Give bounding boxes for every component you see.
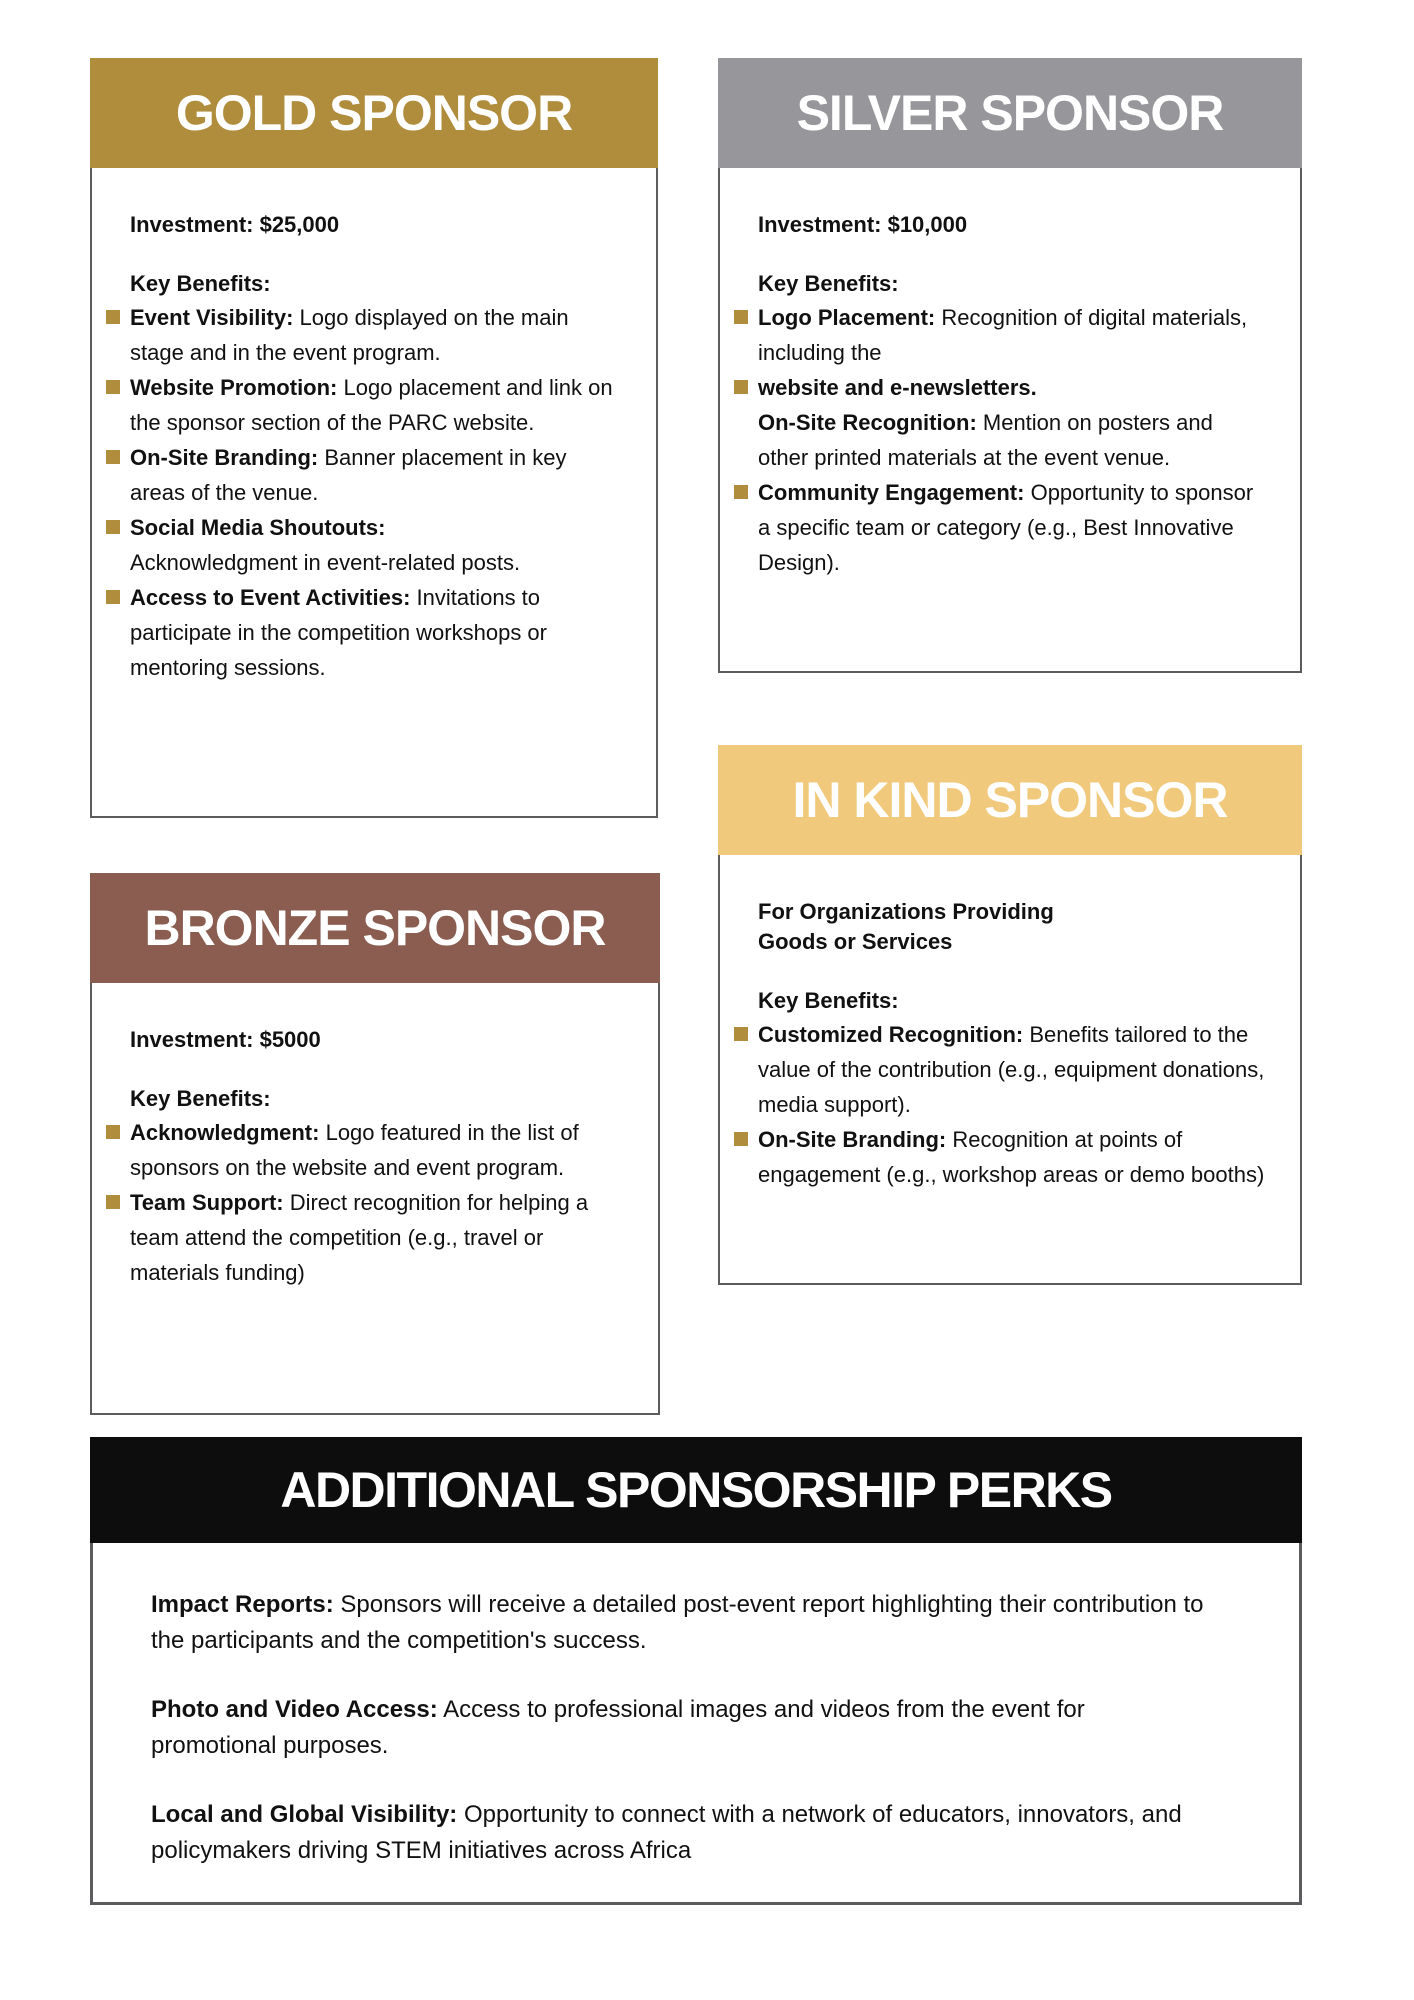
silver-card-header xyxy=(718,58,1302,168)
in-kind-card-title: IN KIND SPONSOR xyxy=(792,772,1228,828)
benefit-item xyxy=(758,1017,1266,1122)
bronze-card-body xyxy=(90,983,660,1415)
bullet-square-icon xyxy=(734,485,748,499)
benefit-text: Community Engagement: Opportunity to sponsor a specific team or category (e.g., Best Innovative Design). xyxy=(758,480,1254,575)
benefit-text: Event Visibility: Logo displayed on the main stage and in the event program. xyxy=(130,305,569,365)
bullet-square-icon xyxy=(106,520,120,534)
silver-sponsor-card xyxy=(718,58,1302,673)
gold-key-benefits-label: Key Benefits: xyxy=(130,271,271,296)
in-kind-card-body xyxy=(718,855,1302,1285)
intro-line: Goods or Services xyxy=(758,929,953,954)
benefit-item xyxy=(758,1122,1266,1192)
intro-line: For Organizations Providing xyxy=(758,899,1054,924)
benefit-text: Website Promotion: Logo placement and link on the sponsor section of the PARC website. xyxy=(130,375,613,435)
bullet-square-icon xyxy=(106,450,120,464)
benefit-item xyxy=(130,1115,624,1185)
benefit-text: Team Support: Direct recognition for helping a team attend the competition (e.g., travel or materials funding) xyxy=(130,1190,589,1285)
intro-line: Investment: $5000 xyxy=(130,1027,321,1052)
in-kind-sponsor-card xyxy=(718,745,1302,1285)
in-kind-benefits-list xyxy=(758,1017,1266,1192)
in-kind-key-benefits-label: Key Benefits: xyxy=(758,988,899,1013)
intro-line: Investment: $10,000 xyxy=(758,212,968,237)
in-kind-audience xyxy=(758,897,1266,957)
silver-card-title: SILVER SPONSOR xyxy=(796,85,1224,141)
benefit-text: Access to Event Activities: Invitations to participate in the competition workshops or mentoring sessions. xyxy=(130,585,547,680)
bronze-card-title: BRONZE SPONSOR xyxy=(144,900,606,956)
bullet-square-icon xyxy=(734,1027,748,1041)
bullet-square-icon xyxy=(734,1132,748,1146)
in-kind-card-header xyxy=(718,745,1302,855)
perk-label: Photo and Video Access: xyxy=(151,1696,438,1723)
perk-label: Impact Reports: xyxy=(151,1591,334,1618)
perk-item xyxy=(151,1692,1214,1764)
bronze-sponsor-card xyxy=(90,873,660,1415)
benefit-text: On-Site Branding: Banner placement in key areas of the venue. xyxy=(130,445,567,505)
benefit-text: Logo Placement: Recognition of digital materials, including the xyxy=(758,305,1248,365)
benefit-text: On-Site Branding: Recognition at points of engagement (e.g., workshop areas or demo booths) xyxy=(758,1127,1265,1187)
gold-investment xyxy=(130,210,622,240)
perk-text: Sponsors will receive a detailed post-event report highlighting their contribution to the participants and the competition's success. xyxy=(151,1591,1204,1654)
perk-text: Access to professional images and videos from the event for promotional purposes. xyxy=(151,1696,1085,1759)
bronze-benefits-list xyxy=(130,1115,624,1290)
additional-perks-body xyxy=(90,1543,1302,1905)
silver-investment xyxy=(758,210,1266,240)
silver-benefits-list xyxy=(758,300,1266,580)
intro-line: Investment: $25,000 xyxy=(130,212,340,237)
benefit-item xyxy=(758,300,1266,370)
bullet-square-icon xyxy=(734,310,748,324)
additional-perks-title: ADDITIONAL SPONSORSHIP PERKS xyxy=(280,1462,1112,1518)
additional-perks-header xyxy=(90,1437,1302,1543)
bullet-square-icon xyxy=(106,310,120,324)
perk-item xyxy=(151,1797,1214,1869)
gold-card-title: GOLD SPONSOR xyxy=(175,85,573,141)
bullet-square-icon xyxy=(106,1195,120,1209)
benefit-item xyxy=(758,370,1266,475)
benefit-text: Social Media Shoutouts: Acknowledgment in event-related posts. xyxy=(130,515,521,575)
silver-key-benefits-label: Key Benefits: xyxy=(758,271,899,296)
benefit-item xyxy=(130,370,622,440)
benefit-item xyxy=(130,580,622,685)
gold-sponsor-card xyxy=(90,58,658,818)
additional-perks-section xyxy=(90,1437,1302,1905)
bronze-key-benefits-label: Key Benefits: xyxy=(130,1086,271,1111)
gold-card-header xyxy=(90,58,658,168)
gold-card-body xyxy=(90,168,658,818)
perk-label: Local and Global Visibility: xyxy=(151,1801,458,1828)
bullet-square-icon xyxy=(106,590,120,604)
bronze-card-header xyxy=(90,873,660,983)
benefit-item xyxy=(130,1185,624,1290)
gold-benefits-list xyxy=(130,300,622,685)
benefit-item xyxy=(758,475,1266,580)
perk-text: Opportunity to connect with a network of educators, innovators, and policymakers driving STEM initiatives across Africa xyxy=(151,1801,1182,1864)
silver-card-body xyxy=(718,168,1302,673)
perk-item xyxy=(151,1587,1214,1659)
benefit-item xyxy=(130,440,622,510)
bullet-square-icon xyxy=(106,1125,120,1139)
bullet-square-icon xyxy=(106,380,120,394)
bullet-square-icon xyxy=(734,380,748,394)
benefit-text: Acknowledgment: Logo featured in the list of sponsors on the website and event program. xyxy=(130,1120,579,1180)
benefit-item xyxy=(130,300,622,370)
bronze-investment xyxy=(130,1025,624,1055)
benefit-text: Customized Recognition: Benefits tailored to the value of the contribution (e.g., equipment donations, media support). xyxy=(758,1022,1265,1117)
benefit-text: website and e-newsletters. On-Site Recognition: Mention on posters and other printed materials at the event venue. xyxy=(758,375,1213,470)
benefit-item xyxy=(130,510,622,580)
